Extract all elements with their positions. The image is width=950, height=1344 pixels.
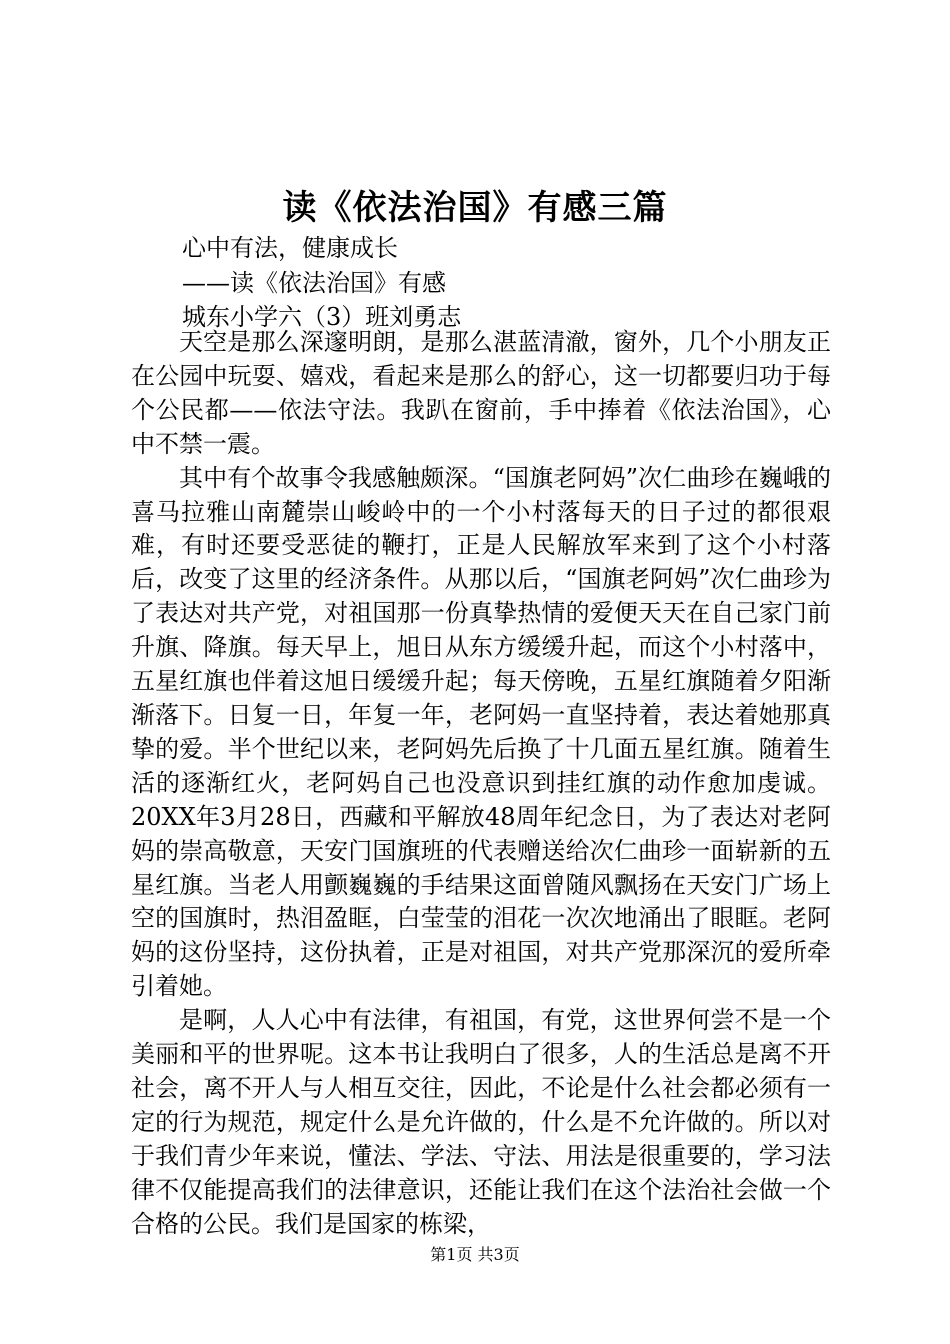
subtitle-source-line: ——读《依法治国》有感 bbox=[182, 269, 446, 297]
document-body bbox=[131, 326, 831, 1241]
paragraph-2: 其中有个故事令我感触颇深。“国旗老阿妈”次仁曲珍在巍峨的喜马拉雅山南麓崇山峻岭中的一个小村落每天的日子过的都很艰难，有时还要受恶徒的鞭打，正是人民解放军来到了这个小村落后，改变了这里的经济条件。从那以后，“国旗老阿妈”次仁曲珍为了表达对共产党，对祖国那一份真挚热情的爱便天天在自己家门前升旗、降旗。每天早上，旭日从东方缓缓升起，而这个小村落中，五星红旗也伴着这旭日缓缓升起；每天傍晚，五星红旗随着夕阳渐渐落下。日复一日，年复一年，老阿妈一直坚持着，表达着她那真挚的爱。半个世纪以来，老阿妈先后换了十几面五星红旗。随着生活的逐渐红火，老阿妈自己也没意识到挂红旗的动作愈加虔诚。20XX年3月28日，西藏和平解放48周年纪念日，为了表达对老阿妈的崇高敬意，天安门国旗班的代表赠送给次仁曲珍一面崭新的五星红旗。当老人用颤巍巍的手结果这面曾随风飘扬在天安门广场上空的国旗时，热泪盈眶，白莹莹的泪花一次次地涌出了眼眶。老阿妈的这份坚持，这份执着，正是对祖国，对共产党那深沉的爱所牵引着她。 bbox=[131, 463, 831, 1001]
author-line: 城东小学六（3）班刘勇志 bbox=[182, 303, 462, 331]
paragraph-3: 是啊，人人心中有法律，有祖国，有党，这世界何尝不是一个美丽和平的世界呢。这本书让我明白了很多，人的生活总是离不开社会，离不开人与人相互交往，因此，不论是什么社会都必须有一定的行为规范，规定什么是允许做的，什么是不允许做的。所以对于我们青少年来说，懂法、学法、守法、用法是很重要的，学习法律不仅能提高我们的法律意识，还能让我们在这个法治社会做一个合格的公民。我们是国家的栋梁， bbox=[131, 1006, 831, 1238]
document-title: 读《依法治国》有感三篇 bbox=[282, 188, 668, 228]
page-footer: 第1页 共3页 bbox=[430, 1245, 520, 1264]
paragraph-1: 天空是那么深邃明朗，是那么湛蓝清澈，窗外，几个小朋友正在公园中玩耍、嬉戏，看起来是那么的舒心，这一切都要归功于每个公民都——依法守法。我趴在窗前，手中捧着《依法治国》，心中不禁一震。 bbox=[131, 328, 831, 458]
subtitle-line: 心中有法，健康成长 bbox=[182, 234, 398, 262]
